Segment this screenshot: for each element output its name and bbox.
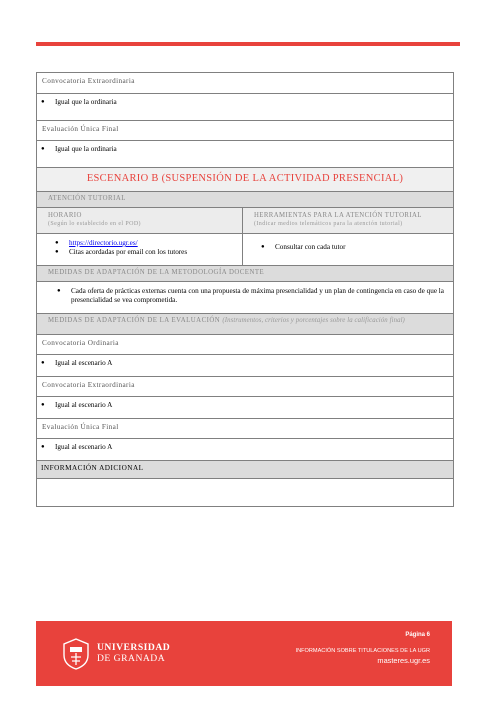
metodologia-text: Cada oferta de prácticas externas cuenta con una propuesta de máxima presencialidad y un plan de contingencia en caso de que la presencialidad se vea comprometida. [71, 287, 444, 304]
conv-extra-item [37, 93, 453, 120]
directorio-link[interactable]: https://directorio.ugr.es/ [69, 239, 138, 247]
bullet-icon: ● [55, 249, 59, 255]
ugr-seal-icon [61, 638, 91, 670]
tutorial-content [37, 233, 453, 265]
evaluacion-subtitle: (Instrumentos, criterios y porcentajes sobre la calificación final) [222, 317, 405, 324]
eval-unica-label: Evaluación Única Final [37, 120, 453, 140]
b-unica-text: Igual al escenario A [55, 443, 113, 451]
b-extra-text: Igual al escenario A [55, 401, 113, 409]
bullet-icon: ● [41, 402, 45, 408]
metodologia-item [37, 281, 453, 313]
b-ordinaria-item [37, 354, 453, 376]
titulaciones-line: INFORMACIÓN SOBRE TITULACIONES DE LA UGR [295, 648, 430, 654]
eval-unica-item [37, 140, 453, 167]
tutorial-subheads [37, 207, 453, 233]
horario-subtitle: (Según lo establecido en el POD) [48, 221, 141, 227]
info-adicional-heading: INFORMACIÓN ADICIONAL [37, 460, 453, 478]
bullet-icon: ● [41, 99, 45, 105]
atencion-tutorial-heading: ATENCIÓN TUTORIAL [37, 191, 453, 207]
evaluacion-heading [37, 313, 453, 334]
guide-table [36, 72, 454, 507]
herramientas-heading [243, 208, 453, 233]
citas-text: Citas acordadas por email con los tutores [69, 248, 188, 256]
b-ordinaria-label: Convocatoria Ordinaria [37, 334, 453, 354]
conv-extra-label: Convocatoria Extraordinaria [42, 77, 135, 85]
b-unica-label: Evaluación Única Final [37, 418, 453, 438]
bullet-icon: ● [41, 146, 45, 152]
info-adicional-body [37, 478, 453, 506]
evaluacion-title: MEDIDAS DE ADAPTACIÓN DE LA EVALUACIÓN [48, 317, 221, 324]
consultar-text: Consultar con cada tutor [275, 243, 346, 251]
list-item [261, 243, 453, 252]
footer-band [36, 621, 452, 686]
bullet-icon: ● [41, 444, 45, 450]
list-item [55, 239, 242, 248]
site-url[interactable]: masteres.ugr.es [377, 656, 430, 665]
bullet-icon: ● [55, 240, 59, 246]
b-unica-item [37, 438, 453, 460]
bullet-icon: ● [261, 244, 265, 250]
bullet-icon: ● [57, 288, 61, 294]
page-number: Página 6 [405, 632, 430, 638]
horario-heading [37, 208, 243, 233]
herramientas-list [243, 234, 453, 265]
metodologia-heading: MEDIDAS DE ADAPTACIÓN DE LA METODOLOGÍA DOCENTE [37, 265, 453, 281]
b-ordinaria-text: Igual al escenario A [55, 359, 113, 367]
horario-title: HORARIO [48, 212, 82, 219]
b-extra-item [37, 396, 453, 418]
bullet-icon: ● [41, 360, 45, 366]
list-item [55, 248, 242, 257]
scenario-b-title: ESCENARIO B (SUSPENSIÓN DE LA ACTIVIDAD PRESENCIAL) [37, 167, 453, 191]
conv-extra-text: Igual que la ordinaria [55, 98, 117, 106]
top-red-rule [36, 42, 460, 46]
uni-line2: DE GRANADA [97, 653, 166, 664]
horario-list [37, 234, 243, 265]
uni-line1: UNIVERSIDAD [97, 642, 171, 653]
herramientas-subtitle: (Indicar medios telemáticos para la atención tutorial) [254, 221, 403, 227]
university-name [97, 642, 170, 664]
b-extra-label: Convocatoria Extraordinaria [37, 376, 453, 396]
herramientas-title: HERRAMIENTAS PARA LA ATENCIÓN TUTORIAL [254, 212, 422, 219]
eval-unica-text: Igual que la ordinaria [55, 145, 117, 153]
